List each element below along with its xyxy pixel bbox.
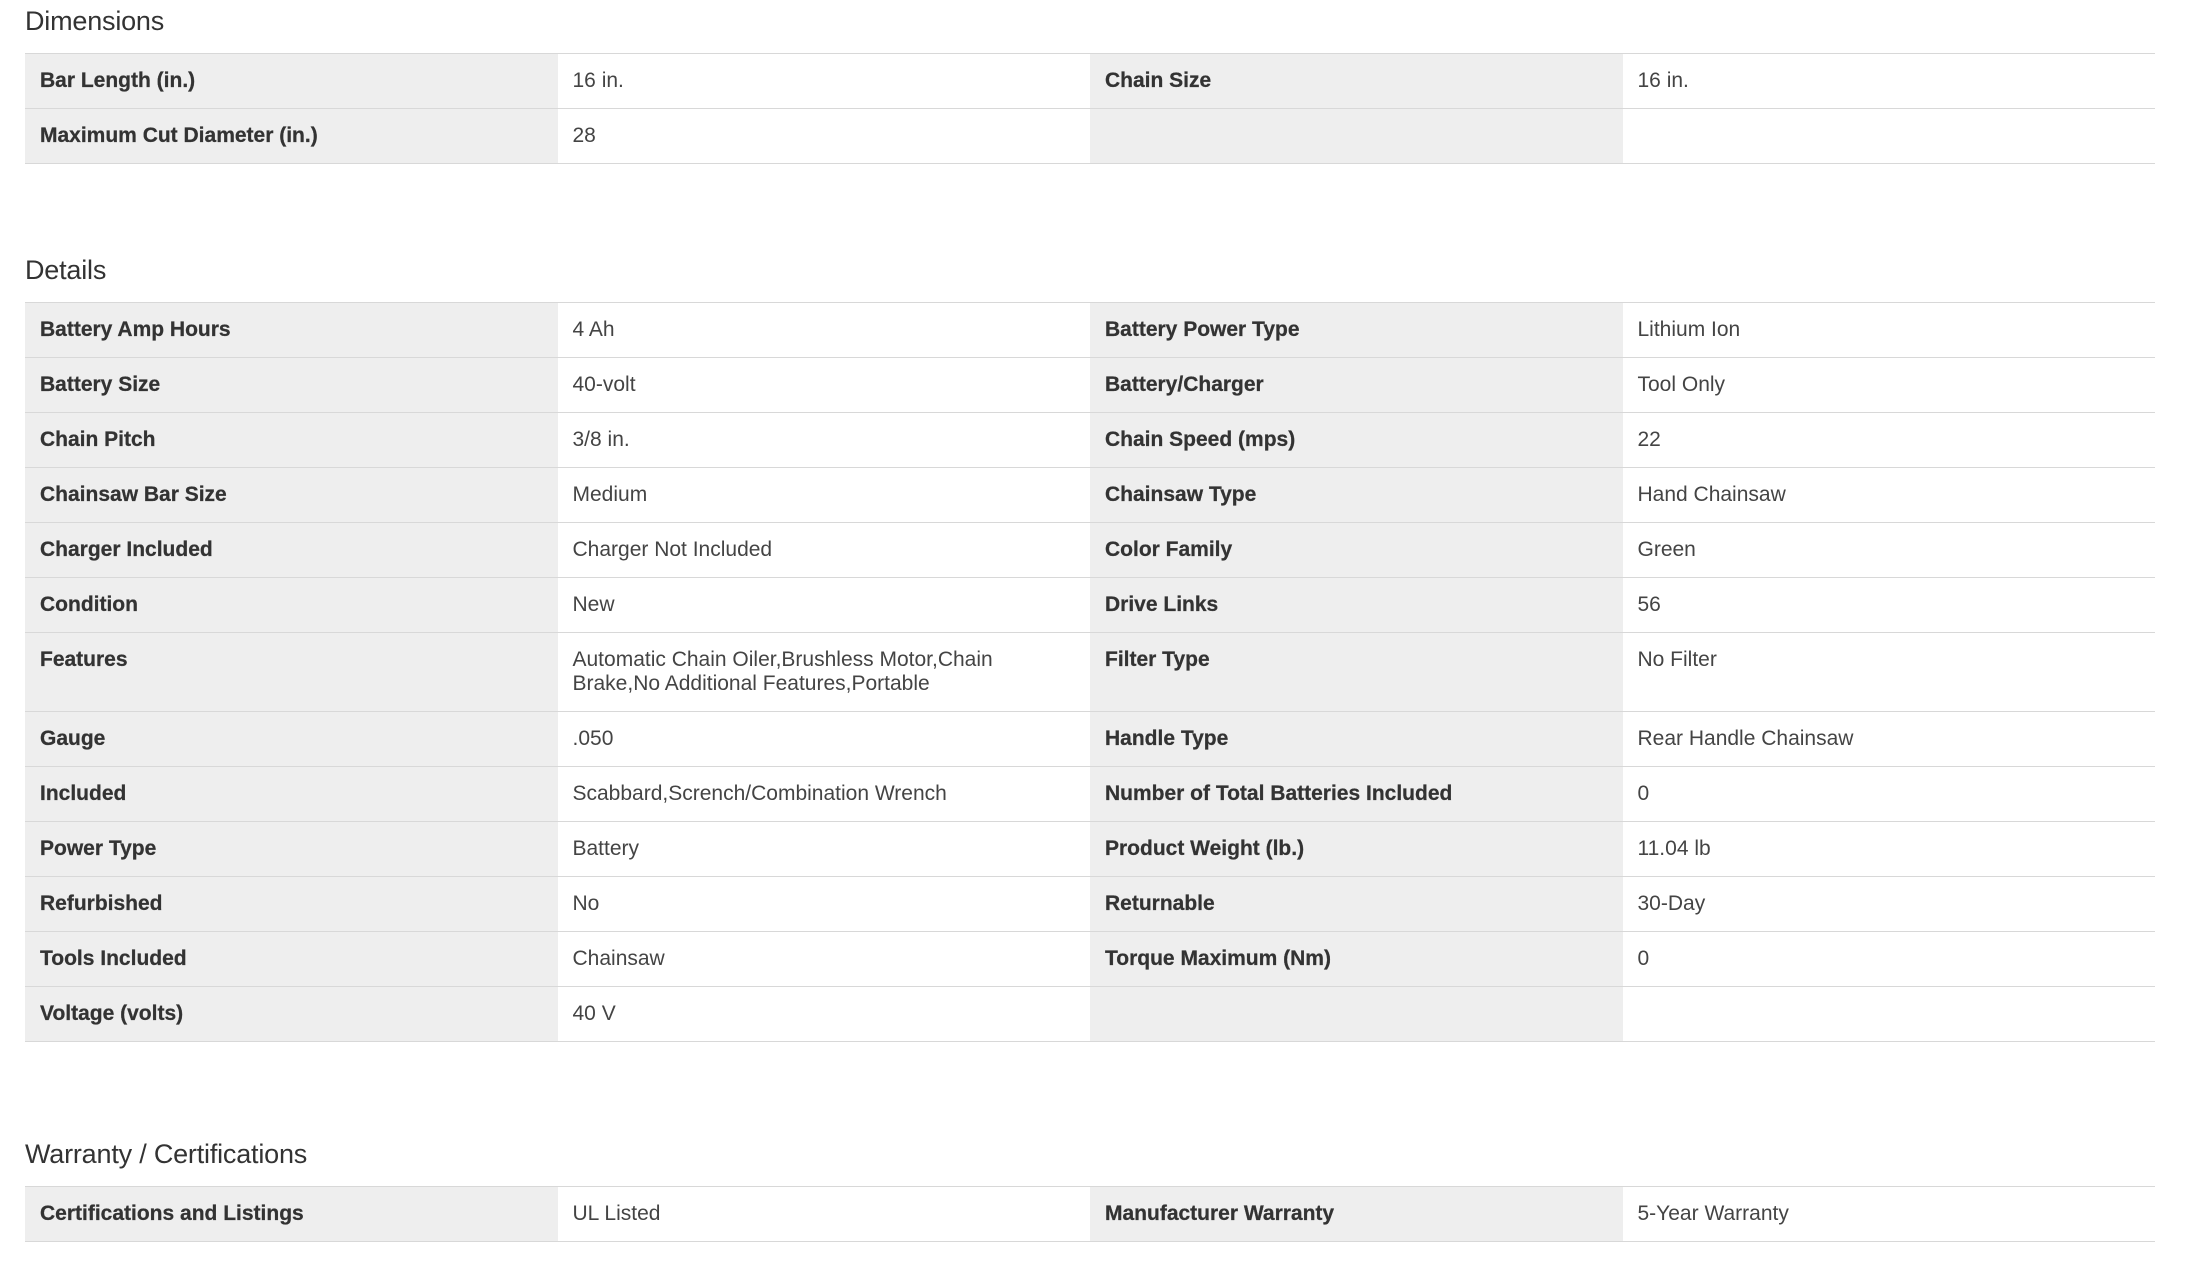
spec-label: Handle Type [1090,712,1623,766]
spec-value: 3/8 in. [558,413,1091,467]
spec-label: Battery Size [25,358,558,412]
spec-value: 30-Day [1623,877,2156,931]
spec-value: Hand Chainsaw [1623,468,2156,522]
spec-value: Rear Handle Chainsaw [1623,712,2156,766]
table-row [25,523,2155,578]
spec-label: Charger Included [25,523,558,577]
spec-label: Included [25,767,558,821]
spec-label: Drive Links [1090,578,1623,632]
table-row [25,767,2155,822]
section-title: Warranty / Certifications [25,1139,308,1169]
table-row [25,413,2155,468]
spec-label: Voltage (volts) [25,987,558,1041]
spec-label [1090,109,1623,163]
spec-value: UL Listed [558,1187,1091,1241]
spec-label: Refurbished [25,877,558,931]
table-row [25,578,2155,633]
spec-value: Tool Only [1623,358,2156,412]
table-row [25,358,2155,413]
spec-label: Chainsaw Bar Size [25,468,558,522]
spec-label: Color Family [1090,523,1623,577]
spec-label: Battery Amp Hours [25,303,558,357]
section-dimensions [25,4,2155,164]
section-title: Details [25,255,107,285]
spec-value: Lithium Ion [1623,303,2156,357]
spec-label: Certifications and Listings [25,1187,558,1241]
table-row [25,877,2155,932]
section-warranty-certifications [25,1137,2155,1242]
table-row [25,633,2155,712]
table-row [25,987,2155,1042]
spec-value: Medium [558,468,1091,522]
section-details [25,253,2155,1042]
spec-label: Product Weight (lb.) [1090,822,1623,876]
spec-label: Bar Length (in.) [25,54,558,108]
spec-value [1623,987,2156,1041]
spec-value: 40 V [558,987,1091,1041]
spec-value: 0 [1623,767,2156,821]
spec-value: No [558,877,1091,931]
spec-value: 22 [1623,413,2156,467]
table-row [25,932,2155,987]
spec-value: 28 [558,109,1091,163]
spec-label: Chainsaw Type [1090,468,1623,522]
table-row [25,468,2155,523]
spec-label: Chain Size [1090,54,1623,108]
spec-value: New [558,578,1091,632]
spec-label: Features [25,633,558,711]
spec-label [1090,987,1623,1041]
spec-label: Chain Pitch [25,413,558,467]
spec-label: Tools Included [25,932,558,986]
spec-label: Torque Maximum (Nm) [1090,932,1623,986]
spec-value: 5-Year Warranty [1623,1187,2156,1241]
section-title: Dimensions [25,6,165,36]
spec-label: Power Type [25,822,558,876]
spec-label: Gauge [25,712,558,766]
spec-label: Battery Power Type [1090,303,1623,357]
spec-value: Automatic Chain Oiler,Brushless Motor,Chain Brake,No Additional Features,Portable [558,633,1091,711]
spec-value: 16 in. [1623,54,2156,108]
spec-table [25,53,2155,164]
spec-value: 4 Ah [558,303,1091,357]
spec-value: Charger Not Included [558,523,1091,577]
spec-value: No Filter [1623,633,2156,711]
spec-value: 56 [1623,578,2156,632]
table-row [25,822,2155,877]
spec-label: Manufacturer Warranty [1090,1187,1623,1241]
table-row [25,1187,2155,1242]
spec-table [25,1186,2155,1242]
spec-label: Chain Speed (mps) [1090,413,1623,467]
spec-value: Green [1623,523,2156,577]
spec-value: 0 [1623,932,2156,986]
spec-value: 11.04 lb [1623,822,2156,876]
spec-label: Returnable [1090,877,1623,931]
spec-table [25,302,2155,1042]
spec-value: 16 in. [558,54,1091,108]
spec-label: Filter Type [1090,633,1623,711]
spec-label: Condition [25,578,558,632]
spec-label: Battery/Charger [1090,358,1623,412]
spec-value: Scabbard,Scrench/Combination Wrench [558,767,1091,821]
table-row [25,109,2155,164]
spec-label: Maximum Cut Diameter (in.) [25,109,558,163]
spec-value: Battery [558,822,1091,876]
table-row [25,54,2155,109]
spec-value: 40-volt [558,358,1091,412]
spec-value [1623,109,2156,163]
table-row [25,303,2155,358]
spec-label: Number of Total Batteries Included [1090,767,1623,821]
spec-value: .050 [558,712,1091,766]
table-row [25,712,2155,767]
spec-value: Chainsaw [558,932,1091,986]
